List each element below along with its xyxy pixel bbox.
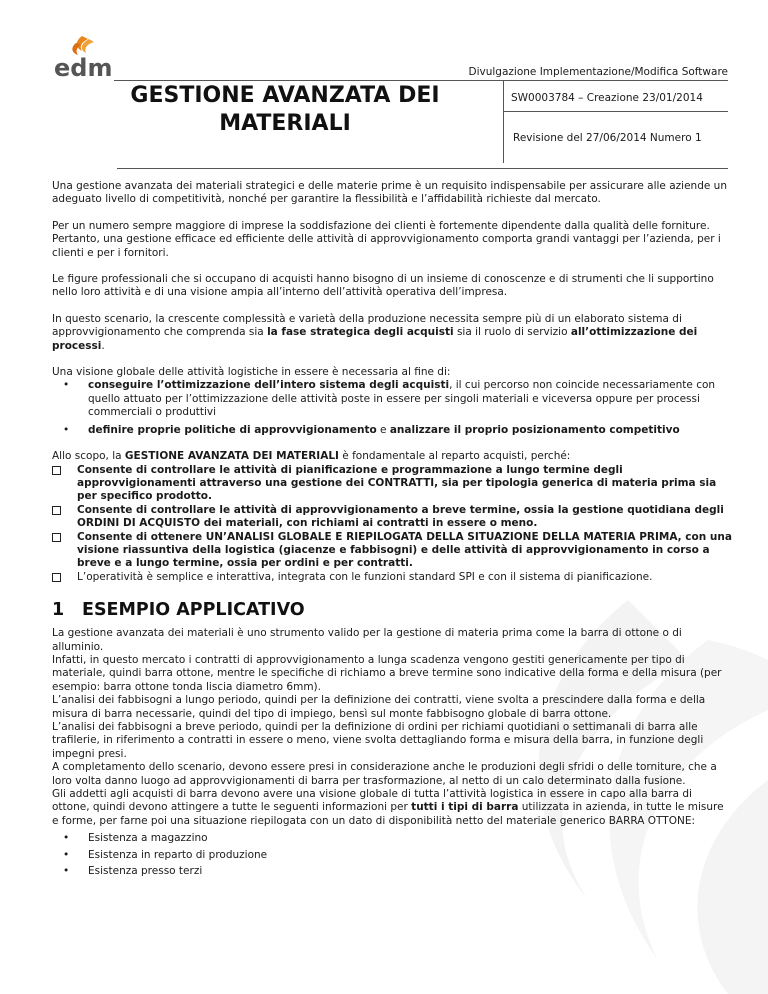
checkbox-bullet-icon	[52, 466, 61, 475]
list-item	[52, 849, 732, 862]
section-paragraph	[52, 788, 732, 828]
benefits-list	[52, 464, 732, 585]
list-item	[52, 571, 732, 584]
list-item	[52, 504, 732, 531]
section-paragraph: La gestione avanzata dei materiali è uno strumento valido per la gestione di materia prima come la barra di ottone o di alluminio.	[52, 627, 682, 653]
bold-span: definire proprie politiche di approvvigionamento	[88, 423, 377, 436]
intro-paragraph-5: Una visione globale delle attività logistiche in essere è necessaria al fine di:	[52, 366, 451, 379]
section-paragraph: Infatti, in questo mercato i contratti di approvvigionamento a lunga scadenza vengono gestiti genericamente per tipo di materiale, quindi barra ottone, mentre le specifiche di richiamo a breve termine sono indicative della forma e della misura (per esempio: barra ottone tonda liscia diametro 6mm).	[52, 653, 722, 693]
list-item	[52, 379, 732, 419]
title-line-1: GESTIONE AVANZATA DEI	[130, 83, 440, 108]
intro-paragraph-1: Una gestione avanzata dei materiali strategici e delle materie prime è un requisito indispensabile per assicurare alle aziende un adeguato livello di competitività, nonché per garantire la flessibilità e l’affidabilità richieste dal mercato.	[52, 180, 727, 206]
bullet-icon: •	[63, 379, 70, 392]
list-item	[52, 531, 732, 571]
list-item	[52, 424, 732, 437]
edm-logo	[52, 34, 114, 80]
header-divider	[503, 81, 504, 163]
text-span: utilizzata in azienda, in tutte le misure e forme, per farne poi una situazione riepilogata con un dato di disponibilità netto del materiale generico BARRA OTTONE:	[52, 801, 724, 827]
list-item	[52, 865, 732, 878]
header-rule-bottom	[117, 168, 728, 169]
svg-text:edm: edm	[54, 54, 113, 80]
bold-span: conseguire l’ottimizzazione dell’intero sistema degli acquisti	[88, 379, 450, 392]
bullet-icon: •	[63, 423, 70, 436]
goals-list	[52, 379, 732, 437]
bold-span: GESTIONE AVANZATA DEI MATERIALI	[124, 450, 339, 463]
section-heading	[52, 599, 732, 621]
section-paragraph: L’analisi dei fabbisogni a breve periodo, quindi per la definizione di ordini per richiami quotidiani o settimanali di barra alle trafilerie, in riferimento a contratti in essere o meno, viene svolta dettagliando forma e misura della barra, in funzione degli impegni presi.	[52, 721, 704, 760]
intro-paragraph-3: Le figure professionali che si occupano di acquisti hanno bisogno di un insieme di conoscenze e di strumenti che li supportino nello loro attività e di una visione ampia all’interno dell’attività operativa dell’impresa.	[52, 273, 714, 299]
intro-paragraph-4	[52, 313, 732, 353]
document-header	[0, 0, 768, 175]
edm-logo-icon	[52, 34, 114, 80]
text-span: Consente di controllare le attività di pianificazione e programmazione a lungo termine degli approvvigionamenti attraverso una gestione dei CONTRATTI, sia per tipologia generica di materia prima sia per specifico prodotto.	[77, 463, 717, 503]
section-number: 1	[52, 600, 65, 621]
text-span: Consente di controllare le attività di approvvigionamento a breve termine, ossia la gestione quotidiana degli ORDINI DI ACQUISTO dei materiali, con richiami ai contratti in essere o meno.	[77, 503, 724, 530]
text-span: Esistenza a magazzino	[88, 832, 208, 845]
text-span: sia il ruolo di servizio	[453, 326, 571, 339]
document-title	[85, 82, 485, 138]
text-span: Gli addetti agli acquisti di barra devono avere una visione globale di tutta l’attività logistica in essere in capo alla barra di ottone, quindi devono attingere a tutte le seguenti informazioni per	[52, 788, 692, 814]
bold-span: la fase strategica degli acquisti	[267, 326, 454, 339]
checkbox-bullet-icon	[52, 506, 61, 515]
text-span: Esistenza presso terzi	[88, 865, 203, 878]
inventory-list	[52, 832, 732, 878]
section-title: ESEMPIO APPLICATIVO	[82, 600, 305, 621]
text-span: In questo scenario, la crescente complessità e varietà della produzione necessita sempre più di un elaborato sistema di approvvigionamento che comprenda sia	[52, 312, 682, 339]
list-item	[52, 464, 732, 504]
checkbox-bullet-icon	[52, 533, 61, 542]
bullet-icon: •	[63, 832, 70, 845]
header-rule-top	[114, 80, 728, 81]
header-rule-middle	[503, 111, 728, 112]
text-span: , il cui percorso non coincide necessariamente con quello attuato per l’ottimizzazione delle attività poste in essere per singoli materiali e viceversa oppure per processi commerciali o produttivi	[88, 379, 716, 419]
text-span: L’operatività è semplice e interattiva, integrata con le funzioni standard SPI e con il sistema di pianificazione.	[77, 570, 653, 583]
list-item	[52, 832, 732, 845]
text-span: .	[101, 339, 105, 352]
document-id: SW0003784 – Creazione 23/01/2014	[511, 92, 703, 104]
text-span: Allo scopo, la	[52, 450, 125, 463]
document-body	[52, 180, 732, 878]
revision-info: Revisione del 27/06/2014 Numero 1	[513, 132, 702, 144]
bullet-icon: •	[63, 865, 70, 878]
bold-span: tutti i tipi di barra	[411, 801, 519, 814]
title-line-2: MATERIALI	[219, 111, 351, 136]
intro-paragraph-6	[52, 450, 732, 463]
section-paragraph: L’analisi dei fabbisogni a lungo periodo, quindi per la definizione dei contratti, viene svolta a prescindere dalla forma e della misura di barra necessarie, quindi del tipo di impiego, bensì sul monte fabbisogno globale di barra ottone.	[52, 694, 706, 720]
bullet-icon: •	[63, 848, 70, 861]
document-category: Divulgazione Implementazione/Modifica Software	[468, 66, 728, 78]
intro-paragraph-2: Per un numero sempre maggiore di imprese la soddisfazione dei clienti è fortemente dipendente dalla qualità delle forniture. Pertanto, una gestione efficace ed efficiente delle attività di approvvigionamento comporta grandi vantaggi per l’azienda, per i clienti e per i fornitori.	[52, 219, 721, 259]
text-span: Consente di ottenere UN’ANALISI GLOBALE E RIEPILOGATA DELLA SITUAZIONE DELLA MATERIA PRIMA, con una visione riassuntiva della logistica (giacenze e fabbisogni) e delle attività di approvvigionamento in corso a breve e a lungo termine, ossia per ordini e per contratti.	[77, 530, 732, 570]
text-span: Esistenza in reparto di produzione	[88, 848, 268, 861]
text-span: e	[376, 423, 390, 436]
text-span: è fondamentale al reparto acquisti, perché:	[338, 450, 571, 463]
checkbox-bullet-icon	[52, 573, 61, 582]
bold-span: all’ottimizzazione dei processi	[52, 326, 698, 352]
bold-span: analizzare il proprio posizionamento competitivo	[389, 423, 680, 436]
section-paragraph: A completamento dello scenario, devono essere presi in considerazione anche le produzioni degli sfridi o delle torniture, che a loro volta danno luogo ad approvvigionamenti di barra per trasformazione, al netto di un calo determinato dalla fusione.	[52, 761, 717, 787]
